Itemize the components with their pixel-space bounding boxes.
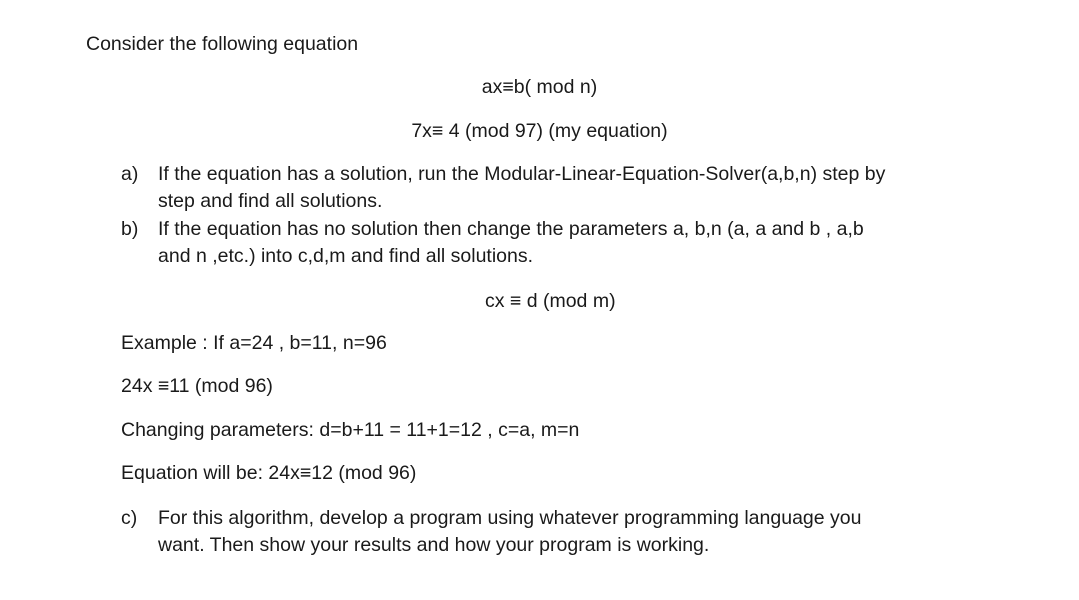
list-marker-b: b) bbox=[121, 218, 139, 240]
list-text-b-line1: If the equation has no solution then change the parameters a, b,n (a, a and b , a,b bbox=[158, 218, 864, 240]
list-text-b bbox=[158, 216, 998, 270]
example-result: Equation will be: 24x≡12 (mod 96) bbox=[121, 462, 417, 484]
list-text-a bbox=[158, 161, 998, 215]
list-marker-a: a) bbox=[121, 163, 139, 185]
general-equation: ax≡b( mod n) bbox=[481, 76, 598, 98]
example-equation: 24x ≡11 (mod 96) bbox=[121, 375, 273, 397]
list-marker-c: c) bbox=[121, 507, 138, 529]
example-changing-parameters: Changing parameters: d=b+11 = 11+1=12 , c=a, m=n bbox=[121, 419, 580, 441]
list-text-a-line2: step and find all solutions. bbox=[158, 190, 383, 212]
my-equation: 7x≡ 4 (mod 97) (my equation) bbox=[411, 120, 668, 142]
list-text-c bbox=[158, 505, 998, 559]
list-text-c-line1: For this algorithm, develop a program using whatever programming language you bbox=[158, 507, 862, 529]
example-heading: Example : If a=24 , b=11, n=96 bbox=[121, 332, 387, 354]
list-text-c-line2: want. Then show your results and how your program is working. bbox=[158, 534, 710, 556]
list-text-a-line1: If the equation has a solution, run the Modular-Linear-Equation-Solver(a,b,n) step by bbox=[158, 163, 886, 185]
list-text-b-line2: and n ,etc.) into c,d,m and find all solutions. bbox=[158, 245, 534, 267]
changed-equation: cx ≡ d (mod m) bbox=[485, 290, 616, 312]
intro-text: Consider the following equation bbox=[86, 33, 359, 55]
